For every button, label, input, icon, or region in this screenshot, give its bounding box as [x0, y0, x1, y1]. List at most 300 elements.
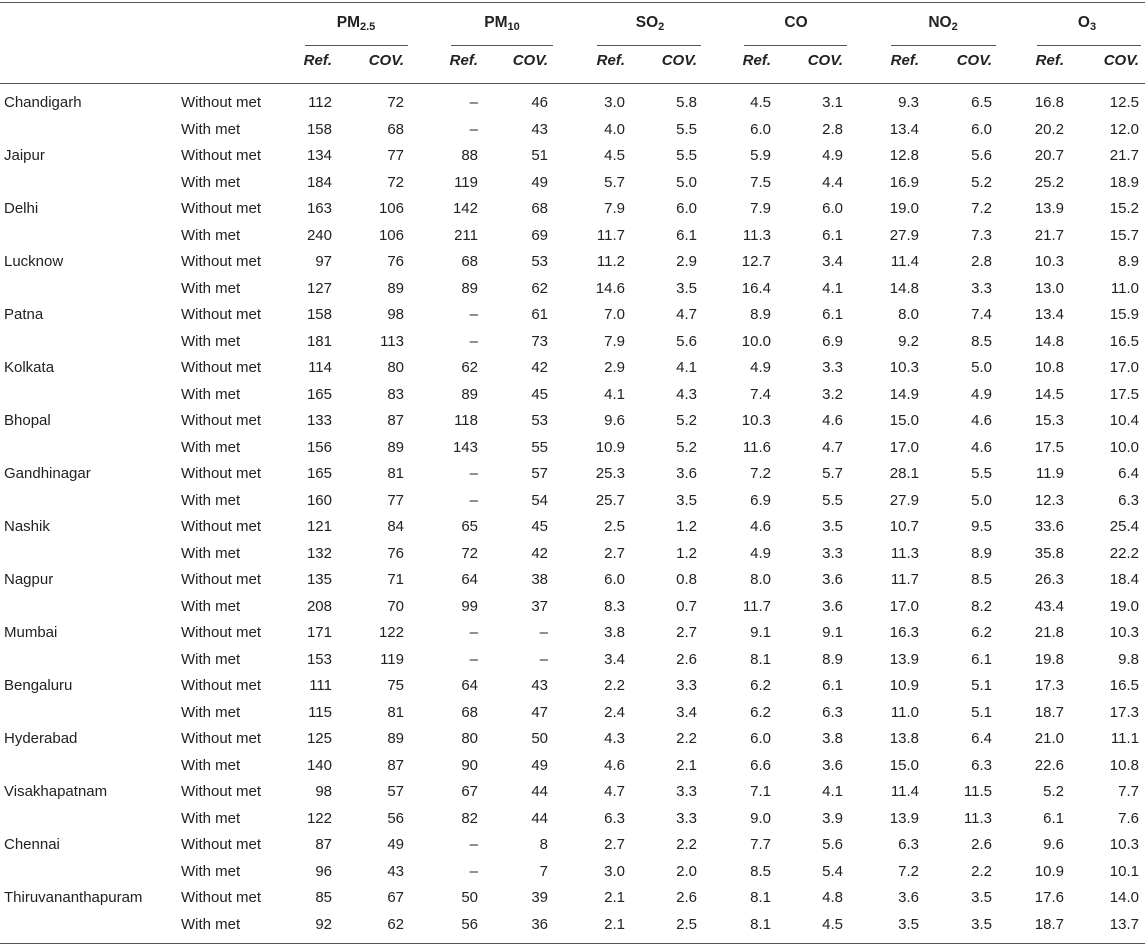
cov-value: 9.1	[822, 624, 843, 641]
cov-value: 39	[531, 889, 548, 906]
top-rule	[0, 2, 1145, 3]
cov-value: 6.0	[971, 120, 992, 138]
condition-label: With met	[181, 862, 241, 880]
condition-label: With met	[181, 385, 241, 403]
cov-value: 11.5	[963, 783, 992, 800]
pollutant-subscript: 10	[507, 21, 520, 33]
condition-label: With met	[181, 544, 241, 562]
ref-value: 90	[461, 756, 478, 774]
ref-value: 11.9	[1035, 465, 1064, 482]
cov-value: 77	[387, 491, 404, 509]
ref-value: 6.2	[750, 677, 771, 694]
ref-value: 4.6	[750, 518, 771, 535]
ref-value: 11.7	[742, 597, 771, 615]
pollutant-header	[636, 14, 665, 32]
pollutant-subscript: 3	[1089, 21, 1097, 33]
cov-value: 8	[539, 836, 548, 853]
cov-subheader: COV.	[1103, 52, 1139, 69]
cov-value: 69	[531, 226, 548, 244]
ref-value: 20.7	[1034, 147, 1064, 164]
condition-label: With met	[181, 597, 241, 615]
ref-value: 3.0	[604, 94, 625, 111]
ref-value: 12.7	[741, 253, 771, 270]
ref-value: 9.3	[898, 94, 919, 111]
cov-value: 72	[387, 173, 404, 191]
ref-value: 99	[461, 597, 478, 615]
city-name: Nagpur	[4, 571, 54, 588]
ref-value: 9.1	[750, 624, 771, 641]
ref-value: 72	[461, 544, 478, 562]
cov-value: 4.6	[822, 412, 843, 429]
condition-label: With met	[181, 279, 241, 297]
cov-value: 6.0	[822, 200, 843, 217]
condition-label: With met	[181, 703, 241, 721]
ref-value: 165	[306, 385, 332, 403]
cov-value: 15.2	[1109, 200, 1139, 217]
ref-value: 80	[461, 730, 478, 747]
condition-label: With met	[181, 809, 241, 827]
ref-value: 7.7	[750, 836, 771, 853]
ref-value: 10.0	[741, 332, 771, 350]
pollutant-underline	[744, 45, 847, 46]
cov-value: 37	[531, 597, 548, 615]
cov-value: 11.1	[1110, 730, 1139, 747]
cov-value: 18.9	[1109, 173, 1139, 191]
cov-value: 6.1	[676, 226, 697, 244]
ref-value: 8.1	[750, 650, 771, 668]
ref-value: 8.0	[898, 306, 919, 323]
cov-value: 4.6	[971, 438, 992, 456]
ref-value: 14.6	[595, 279, 625, 297]
cov-value: 38	[531, 571, 548, 588]
cov-value: 3.3	[676, 783, 697, 800]
pollutant-underline	[451, 45, 553, 46]
ref-value: 132	[306, 544, 332, 562]
ref-value: 115	[308, 703, 332, 721]
cov-value: 3.5	[676, 491, 697, 509]
cov-value: 4.1	[822, 783, 843, 800]
cov-value: 5.2	[676, 438, 697, 456]
ref-value: 6.3	[898, 836, 919, 853]
ref-value: 11.3	[890, 544, 919, 562]
ref-value: 118	[454, 412, 478, 429]
ref-value: 5.2	[1043, 783, 1064, 800]
ref-value: 33.6	[1034, 518, 1064, 535]
ref-value: 15.0	[889, 756, 919, 774]
cov-value: 2.8	[971, 253, 992, 270]
ref-value: 17.0	[889, 597, 919, 615]
cov-value: 4.3	[676, 385, 697, 403]
cov-value: –	[539, 650, 548, 668]
cov-value: 14.0	[1109, 889, 1139, 906]
cov-value: 57	[531, 465, 548, 482]
ref-value: 50	[461, 889, 478, 906]
ref-value: 19.0	[889, 200, 919, 217]
ref-value: 16.8	[1034, 94, 1064, 111]
ref-value: 8.0	[750, 571, 771, 588]
cov-value: 25.4	[1109, 518, 1139, 535]
cov-value: 3.9	[822, 809, 843, 827]
ref-value: 4.1	[604, 385, 625, 403]
bottom-rule	[0, 943, 1145, 944]
city-name: Hyderabad	[4, 730, 78, 747]
cov-value: 8.9	[1118, 253, 1139, 270]
cov-value: 62	[387, 915, 404, 933]
cov-value: 6.1	[822, 677, 843, 694]
ref-value: 7.1	[750, 783, 771, 800]
ref-value: 97	[315, 253, 332, 270]
cov-value: 36	[531, 915, 548, 933]
cov-value: 1.2	[676, 544, 697, 562]
cov-value: 9.5	[971, 518, 992, 535]
ref-value: 142	[452, 200, 478, 217]
condition-label: With met	[181, 173, 241, 191]
cov-value: 11.0	[1110, 279, 1139, 297]
cov-value: 49	[387, 836, 404, 853]
cov-value: 2.9	[676, 253, 697, 270]
ref-value: 4.5	[604, 147, 625, 164]
cov-value: 53	[531, 412, 548, 429]
ref-value: 25.3	[595, 465, 625, 482]
ref-value: 7.2	[898, 862, 919, 880]
ref-value: 35.8	[1034, 544, 1064, 562]
pollutant-header	[784, 14, 807, 32]
ref-value: 13.8	[889, 730, 919, 747]
condition-label: Without met	[181, 783, 262, 800]
ref-value: 16.4	[741, 279, 771, 297]
cov-value: 70	[387, 597, 404, 615]
cov-value: 16.5	[1109, 332, 1139, 350]
cov-value: 5.1	[971, 677, 992, 694]
cov-value: 3.3	[676, 809, 697, 827]
ref-value: –	[469, 332, 478, 350]
cov-value: 49	[531, 756, 548, 774]
ref-value: 26.3	[1034, 571, 1064, 588]
ref-value: 27.9	[889, 226, 919, 244]
ref-value: 88	[461, 147, 478, 164]
ref-value: 85	[315, 889, 332, 906]
cov-value: 55	[531, 438, 548, 456]
cov-value: 5.5	[676, 120, 697, 138]
cov-value: 76	[387, 544, 404, 562]
ref-value: 11.7	[596, 226, 625, 244]
condition-label: With met	[181, 120, 241, 138]
cov-value: 3.5	[971, 889, 992, 906]
ref-subheader: Ref.	[742, 52, 771, 69]
cov-value: 5.4	[822, 862, 843, 880]
ref-value: 11.2	[596, 253, 625, 270]
city-name: Patna	[4, 306, 44, 323]
ref-value: 7.5	[750, 173, 771, 191]
condition-label: Without met	[181, 200, 262, 217]
ref-value: 184	[306, 173, 332, 191]
ref-value: 56	[461, 915, 478, 933]
cov-value: 119	[380, 650, 404, 668]
cov-value: 44	[531, 783, 548, 800]
cov-value: 61	[531, 306, 548, 323]
ref-value: 20.2	[1034, 120, 1064, 138]
cov-value: 2.7	[676, 624, 697, 641]
ref-value: 112	[308, 94, 332, 111]
ref-value: 15.0	[889, 412, 919, 429]
cov-value: 17.0	[1109, 359, 1139, 376]
cov-value: 56	[387, 809, 404, 827]
cov-value: 4.7	[676, 306, 697, 323]
cov-value: 5.7	[822, 465, 843, 482]
cov-value: 73	[531, 332, 548, 350]
cov-value: 43	[387, 862, 404, 880]
cov-value: 6.3	[822, 703, 843, 721]
ref-value: 2.7	[604, 836, 625, 853]
cov-value: 4.1	[676, 359, 697, 376]
cov-value: 67	[387, 889, 404, 906]
cov-value: 10.3	[1109, 624, 1139, 641]
city-name: Chandigarh	[4, 94, 82, 111]
cov-value: 106	[378, 200, 404, 217]
cov-value: 50	[531, 730, 548, 747]
cov-value: 12.0	[1109, 120, 1139, 138]
cov-value: 6.3	[1118, 491, 1139, 509]
cov-value: 6.4	[971, 730, 992, 747]
cov-value: 76	[387, 253, 404, 270]
ref-subheader: Ref.	[1035, 52, 1064, 69]
cov-value: 3.6	[822, 571, 843, 588]
cov-value: 5.6	[971, 147, 992, 164]
cov-value: 5.5	[822, 491, 843, 509]
ref-value: 9.6	[604, 412, 625, 429]
ref-value: 158	[306, 120, 332, 138]
ref-value: 163	[306, 200, 332, 217]
ref-value: 14.9	[889, 385, 919, 403]
cov-value: 4.1	[822, 279, 843, 297]
cov-value: 122	[378, 624, 404, 641]
ref-value: 64	[461, 677, 478, 694]
city-name: Kolkata	[4, 359, 55, 376]
pollutant-name: CO	[784, 14, 808, 31]
ref-value: 6.9	[750, 491, 771, 509]
city-name: Gandhinagar	[4, 465, 91, 482]
condition-label: Without met	[181, 412, 262, 429]
ref-value: 158	[306, 306, 332, 323]
condition-label: Without met	[181, 730, 262, 747]
ref-value: 121	[306, 518, 332, 535]
city-name: Thiruvananthapuram	[4, 889, 143, 906]
ref-value: 13.9	[889, 809, 919, 827]
condition-label: Without met	[181, 253, 262, 270]
cov-value: 5.1	[971, 703, 992, 721]
cov-value: 7.4	[971, 306, 992, 323]
cov-value: 3.1	[822, 94, 843, 111]
ref-value: 10.3	[741, 412, 771, 429]
ref-value: 11.3	[742, 226, 771, 244]
ref-value: 7.2	[750, 465, 771, 482]
cov-value: 54	[531, 491, 548, 509]
ref-value: 7.0	[604, 306, 625, 323]
city-name: Lucknow	[4, 253, 64, 270]
ref-value: 11.4	[890, 253, 919, 270]
condition-label: With met	[181, 226, 241, 244]
cov-value: 6.1	[971, 650, 992, 668]
ref-value: 165	[306, 465, 332, 482]
ref-value: 240	[306, 226, 332, 244]
ref-value: 82	[461, 809, 478, 827]
cov-value: 3.6	[822, 597, 843, 615]
cov-value: 7.2	[971, 200, 992, 217]
ref-value: 3.4	[604, 650, 625, 668]
cov-value: 2.6	[971, 836, 992, 853]
condition-label: With met	[181, 915, 241, 933]
pollutant-subscript: 2	[951, 21, 958, 33]
ref-value: 89	[461, 279, 478, 297]
cov-value: 4.8	[822, 889, 843, 906]
ref-value: 114	[308, 359, 332, 376]
cov-value: 84	[387, 518, 404, 535]
cov-value: 12.5	[1109, 94, 1139, 111]
ref-value: 171	[306, 624, 332, 641]
ref-value: 13.9	[889, 650, 919, 668]
condition-label: Without met	[181, 677, 262, 694]
pollutant-name: PM	[484, 14, 508, 31]
pollutant-header	[337, 14, 376, 32]
ref-value: 13.9	[1034, 200, 1064, 217]
cov-value: 10.3	[1109, 836, 1139, 853]
ref-value: –	[469, 306, 478, 323]
ref-value: 11.7	[890, 571, 919, 588]
cov-value: 2.2	[676, 730, 697, 747]
ref-value: 10.3	[889, 359, 919, 376]
ref-value: 21.0	[1034, 730, 1064, 747]
cov-value: 1.2	[676, 518, 697, 535]
cov-value: 6.1	[822, 306, 843, 323]
ref-value: 4.3	[604, 730, 625, 747]
ref-value: 18.7	[1034, 915, 1064, 933]
ref-value: 17.6	[1034, 889, 1064, 906]
condition-label: With met	[181, 332, 241, 350]
ref-value: 10.9	[595, 438, 625, 456]
ref-value: 156	[306, 438, 332, 456]
ref-value: 21.8	[1034, 624, 1064, 641]
cov-value: 6.5	[971, 94, 992, 111]
cov-value: 13.7	[1109, 915, 1139, 933]
cov-value: 5.0	[971, 491, 992, 509]
ref-value: 11.4	[890, 783, 919, 800]
ref-value: 2.4	[604, 703, 625, 721]
cov-value: 2.0	[676, 862, 697, 880]
cov-value: 15.7	[1109, 226, 1139, 244]
ref-value: 2.7	[604, 544, 625, 562]
ref-value: 4.9	[750, 359, 771, 376]
cov-value: 2.8	[822, 120, 843, 138]
ref-value: 13.4	[889, 120, 919, 138]
ref-value: 122	[306, 809, 332, 827]
cov-value: 4.9	[971, 385, 992, 403]
cov-value: 47	[531, 703, 548, 721]
pollutant-underline	[1037, 45, 1141, 46]
cov-subheader: COV.	[661, 52, 697, 69]
pollutant-header	[1078, 14, 1096, 32]
cov-value: 8.5	[971, 571, 992, 588]
pollutant-name: O	[1077, 14, 1090, 31]
ref-value: 6.0	[750, 120, 771, 138]
cov-value: 15.9	[1109, 306, 1139, 323]
cov-value: 2.2	[971, 862, 992, 880]
ref-value: 92	[315, 915, 332, 933]
cov-value: 5.2	[676, 412, 697, 429]
pollutant-header	[928, 14, 957, 32]
cov-value: 68	[531, 200, 548, 217]
cov-value: 4.5	[822, 915, 843, 933]
ref-value: 8.5	[750, 862, 771, 880]
cov-value: 19.0	[1109, 597, 1139, 615]
condition-label: Without met	[181, 147, 262, 164]
ref-value: –	[469, 650, 478, 668]
cov-value: 7.7	[1118, 783, 1139, 800]
ref-value: 10.9	[1034, 862, 1064, 880]
ref-value: 208	[306, 597, 332, 615]
ref-value: 98	[315, 783, 332, 800]
cov-value: 6.1	[822, 226, 843, 244]
cov-value: 3.3	[822, 359, 843, 376]
ref-value: 17.0	[889, 438, 919, 456]
cov-value: –	[539, 624, 548, 641]
cov-value: 3.4	[822, 253, 843, 270]
ref-value: 62	[461, 359, 478, 376]
ref-value: 15.3	[1034, 412, 1064, 429]
cov-value: 4.7	[822, 438, 843, 456]
ref-value: 4.6	[604, 756, 625, 774]
ref-value: 2.2	[604, 677, 625, 694]
ref-value: 5.9	[750, 147, 771, 164]
cov-value: 49	[531, 173, 548, 191]
ref-value: 9.0	[750, 809, 771, 827]
cov-value: 16.5	[1109, 677, 1139, 694]
ref-value: 25.2	[1034, 173, 1064, 191]
ref-value: 6.2	[750, 703, 771, 721]
cov-value: 45	[531, 518, 548, 535]
ref-value: 96	[315, 862, 332, 880]
ref-value: 10.8	[1034, 359, 1064, 376]
ref-value: –	[469, 465, 478, 482]
ref-value: 10.7	[889, 518, 919, 535]
city-name: Jaipur	[4, 147, 45, 164]
ref-value: 68	[461, 253, 478, 270]
cov-value: 7	[539, 862, 548, 880]
cov-value: 57	[387, 783, 404, 800]
cov-value: 87	[387, 412, 404, 429]
ref-value: 87	[315, 836, 332, 853]
pollutant-name: PM	[336, 14, 360, 31]
cov-value: 2.2	[676, 836, 697, 853]
ref-value: 3.0	[604, 862, 625, 880]
ref-value: 8.3	[604, 597, 625, 615]
ref-value: 135	[306, 571, 332, 588]
cov-value: 6.2	[971, 624, 992, 641]
ref-value: 7.4	[750, 385, 771, 403]
ref-value: 17.3	[1034, 677, 1064, 694]
condition-label: Without met	[181, 306, 262, 323]
ref-value: 25.7	[595, 491, 625, 509]
cov-value: 5.0	[676, 173, 697, 191]
cov-value: 43	[531, 120, 548, 138]
cov-value: 3.5	[676, 279, 697, 297]
ref-value: 211	[454, 226, 478, 244]
ref-value: 9.2	[898, 332, 919, 350]
cov-value: 10.0	[1109, 438, 1139, 456]
cov-value: 2.6	[676, 650, 697, 668]
pollutant-underline	[891, 45, 996, 46]
cov-value: 89	[387, 438, 404, 456]
ref-value: 111	[309, 677, 332, 694]
